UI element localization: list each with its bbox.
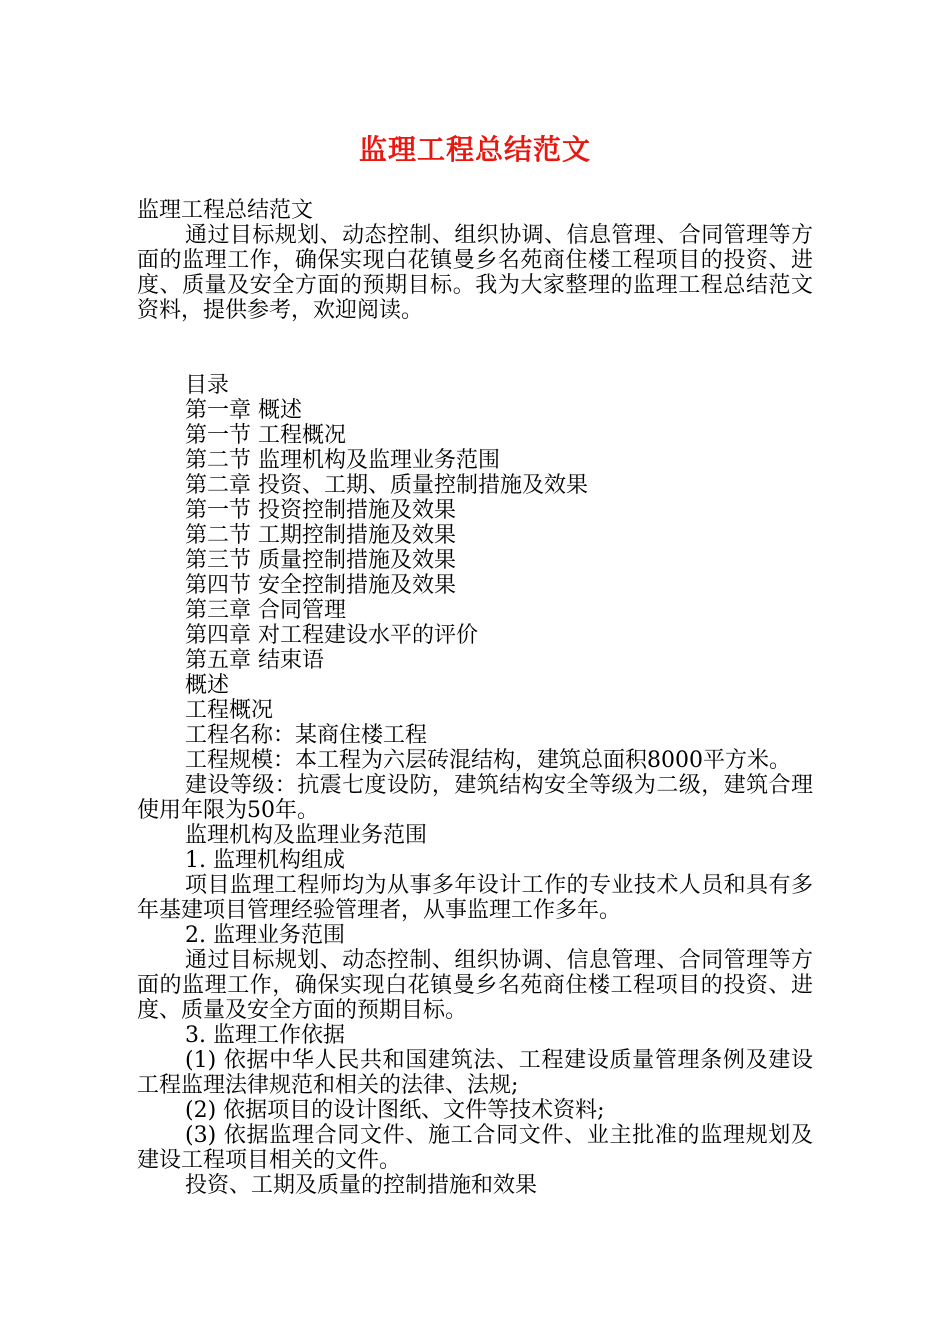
business-scope-paragraph: 通过目标规划、动态控制、组织协调、信息管理、合同管理等方面的监理工作，确保实现白花镇曼乡名苑商住楼工程项目的投资、进度、质量及安全方面的预期目标。: [137, 948, 813, 1023]
subheading-work-basis: 3. 监理工作依据: [185, 1023, 345, 1048]
subheading-organization: 1. 监理机构组成: [185, 848, 345, 873]
section-heading-control-measures: 投资、工期及质量的控制措施和效果: [185, 1173, 538, 1198]
toc-heading: 目录: [185, 373, 230, 398]
project-scale-paragraph: 工程规模：本工程为六层砖混结构，建筑总面积8000平方米。: [185, 748, 791, 773]
document-body: [137, 198, 813, 1198]
toc-item: 第一节 工程概况: [185, 423, 346, 448]
intro-heading: 监理工程总结范文: [137, 198, 314, 223]
subheading-business-scope: 2. 监理业务范围: [185, 923, 345, 948]
toc-item: 第二章 投资、工期、质量控制措施及效果: [185, 473, 588, 498]
toc-item: 第一节 投资控制措施及效果: [185, 498, 456, 523]
toc-item: 第三章 合同管理: [185, 598, 346, 623]
toc-item: 第三节 质量控制措施及效果: [185, 548, 456, 573]
document-title: 监理工程总结范文: [358, 133, 591, 166]
toc-item: 第四节 安全控制措施及效果: [185, 573, 456, 598]
section-heading-project-overview: 工程概况: [185, 698, 274, 723]
work-basis-item-2: (2) 依据项目的设计图纸、文件等技术资料;: [185, 1098, 605, 1123]
toc-item: 第四章 对工程建设水平的评价: [185, 623, 478, 648]
project-name-line: 工程名称：某商住楼工程: [185, 723, 428, 748]
toc-item: 第二节 监理机构及监理业务范围: [185, 448, 500, 473]
section-heading-overview: 概述: [185, 673, 230, 698]
work-basis-item-1: (1) 依据中华人民共和国建筑法、工程建设质量管理条例及建设工程监理法律规范和相关的法律、法规;: [137, 1048, 813, 1098]
section-heading-supervision-scope: 监理机构及监理业务范围: [185, 823, 428, 848]
work-basis-item-3: (3) 依据监理合同文件、施工合同文件、业主批准的监理规划及建设工程项目相关的文件。: [137, 1123, 813, 1173]
section-gap: [137, 323, 813, 373]
organization-paragraph: 项目监理工程师均为从事多年设计工作的专业技术人员和具有多年基建项目管理经验管理者，从事监理工作多年。: [137, 873, 813, 923]
construction-grade-paragraph: 建设等级：抗震七度设防，建筑结构安全等级为二级，建筑合理使用年限为50年。: [137, 773, 813, 823]
toc-item: 第一章 概述: [185, 398, 302, 423]
intro-paragraph: 通过目标规划、动态控制、组织协调、信息管理、合同管理等方面的监理工作，确保实现白花镇曼乡名苑商住楼工程项目的投资、进度、质量及安全方面的预期目标。我为大家整理的监理工程总结范文资料，提供参考，欢迎阅读。: [137, 223, 813, 323]
toc-item: 第二节 工期控制措施及效果: [185, 523, 456, 548]
toc-item: 第五章 结束语: [185, 648, 324, 673]
